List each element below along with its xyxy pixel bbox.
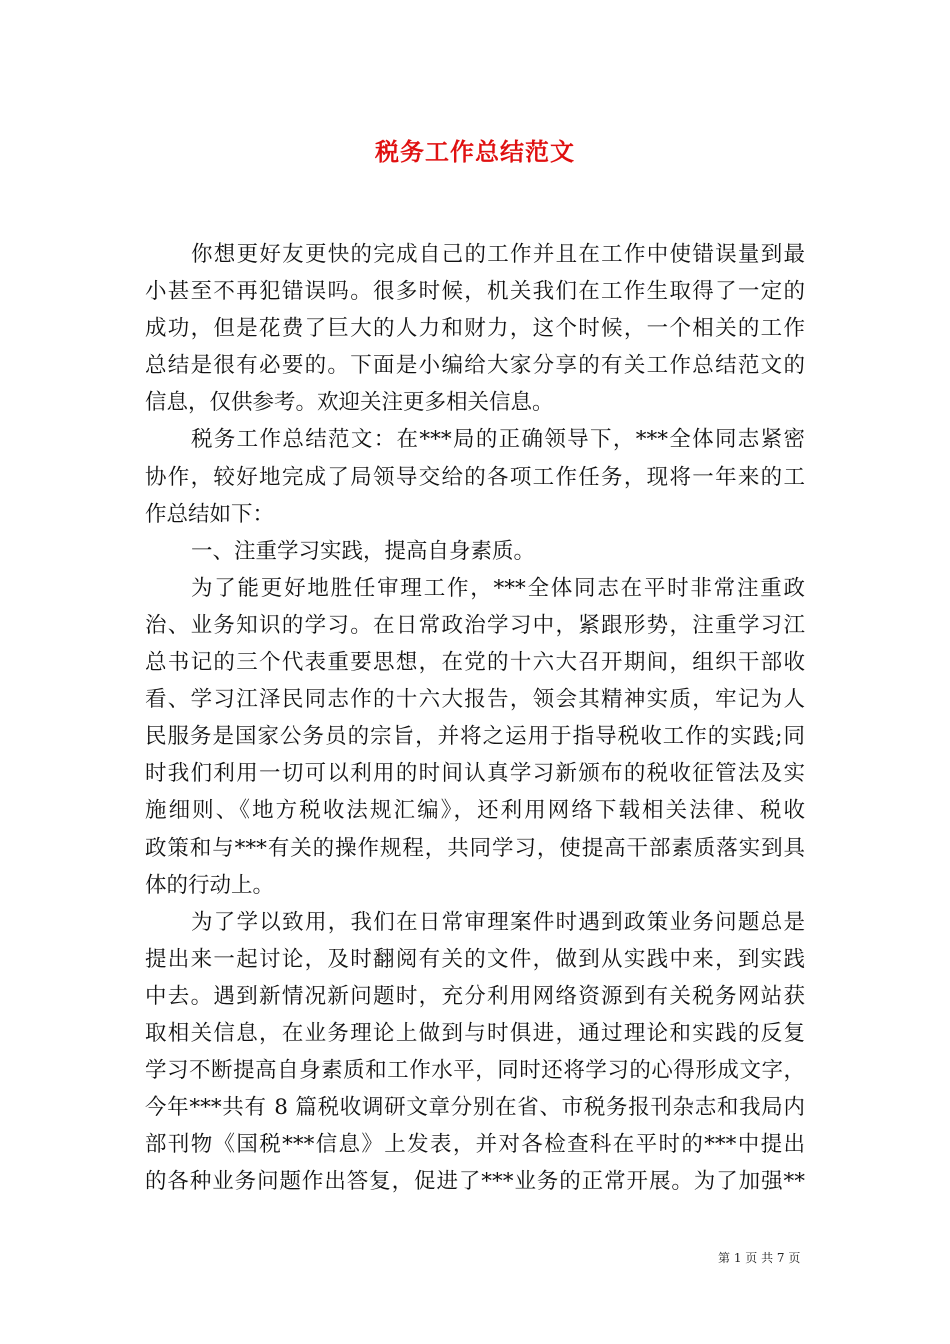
text-line: 中去。遇到新情况新问题时，充分利用网络资源到有关税务网站获: [145, 983, 805, 1009]
text-line: 为了能更好地胜任审理工作，***全体同志在平时非常注重政: [191, 575, 805, 601]
text-line: 民服务是国家公务员的宗旨，并将之运用于指导税收工作的实践;同: [145, 724, 805, 750]
text-line: 一、注重学习实践，提高自身素质。: [191, 538, 536, 564]
text-line: 总书记的三个代表重要思想，在党的十六大召开期间，组织干部收: [145, 650, 805, 676]
text-line: 体的行动上。: [145, 872, 275, 898]
text-line: 时我们利用一切可以利用的时间认真学习新颁布的税收征管法及实: [145, 761, 805, 787]
text-line: 今年***共有 8 篇税收调研文章分别在省、市税务报刊杂志和我局内: [145, 1095, 805, 1121]
paragraph: [145, 236, 805, 421]
text-line: 你想更好友更快的完成自己的工作并且在工作中使错误量到最: [191, 242, 805, 267]
text-line: 为了学以致用，我们在日常审理案件时遇到政策业务问题总是: [191, 909, 805, 935]
document-title: 税务工作总结范文: [375, 137, 575, 166]
page-number: 第 1 页 共 7 页: [718, 1251, 801, 1265]
text-line: 看、学习江泽民同志作的十六大报告，领会其精神实质，牢记为人: [145, 687, 805, 713]
text-line: 的各种业务问题作出答复，促进了***业务的正常开展。为了加强**: [145, 1169, 805, 1195]
text-line: 治、业务知识的学习。在日常政治学习中，紧跟形势，注重学习江: [145, 612, 805, 638]
paragraph: [145, 904, 805, 1201]
text-line: 税务工作总结范文：在***局的正确领导下，***全体同志紧密: [191, 427, 805, 453]
text-line: 取相关信息，在业务理论上做到与时俱进，通过理论和实践的反复: [145, 1020, 805, 1046]
text-line: 小甚至不再犯错误吗。很多时候，机关我们在工作生取得了一定的: [145, 279, 805, 305]
paragraph: [145, 533, 805, 570]
text-line: 政策和与***有关的操作规程，共同学习，使提高干部素质落实到具: [145, 835, 805, 861]
text-line: 作总结如下：: [145, 501, 275, 527]
text-line: 部刊物《国税***信息》上发表，并对各检查科在平时的***中提出: [145, 1132, 805, 1158]
document-body: [145, 236, 805, 1200]
text-line: 施细则、《地方税收法规汇编》，还利用网络下载相关法律、税收: [145, 798, 805, 824]
text-line: 提出来一起讨论，及时翻阅有关的文件，做到从实践中来，到实践: [145, 946, 805, 972]
text-line: 成功，但是花费了巨大的人力和财力，这个时候，一个相关的工作: [145, 316, 805, 342]
text-line: 总结是很有必要的。下面是小编给大家分享的有关工作总结范文的: [145, 353, 805, 379]
paragraph: [145, 570, 805, 904]
text-line: 协作，较好地完成了局领导交给的各项工作任务，现将一年来的工: [145, 464, 805, 490]
text-line: 信息，仅供参考。欢迎关注更多相关信息。: [145, 390, 554, 416]
text-line: 学习不断提高自身素质和工作水平，同时还将学习的心得形成文字，: [145, 1058, 805, 1084]
paragraph: [145, 421, 805, 532]
